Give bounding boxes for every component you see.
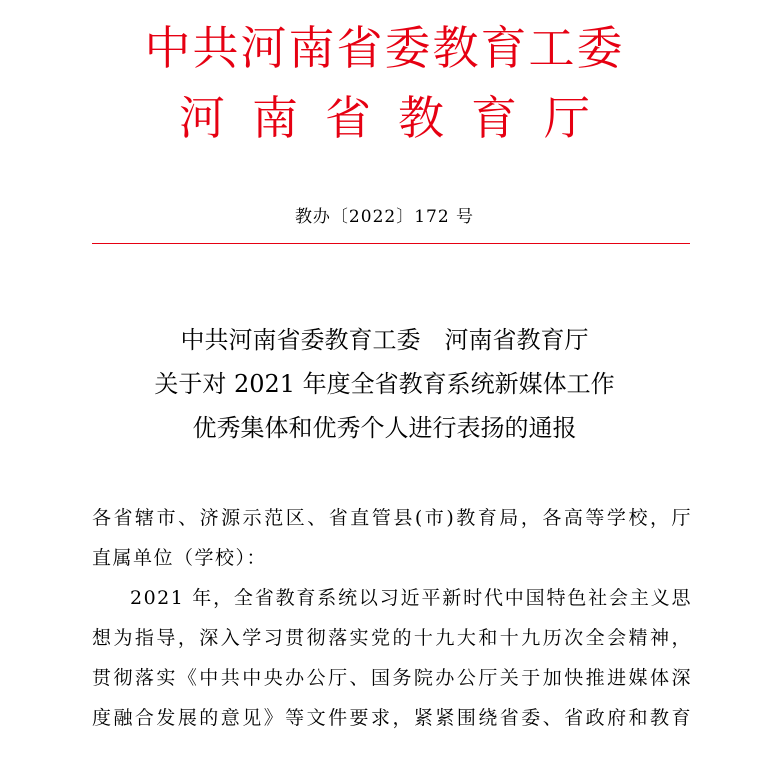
addressee-line-1: 各省辖市、济源示范区、省直管县(市)教育局，各高等学校，厅 xyxy=(92,507,692,529)
paragraph-1-line-2: 想为指导，深入学习贯彻落实党的十九大和十九历次全会精神， xyxy=(92,627,692,649)
title-line-3: 优秀集体和优秀个人进行表扬的通报 xyxy=(192,414,577,442)
addressee-line-2: 直属单位（学校）： xyxy=(92,547,268,569)
document-body xyxy=(92,498,692,738)
paragraph-1-line-4: 度融合发展的意见》等文件要求，紧紧围绕省委、省政府和教育 xyxy=(92,707,692,729)
red-divider-line xyxy=(92,243,690,244)
title-line-2: 关于对 2021 年度全省教育系统新媒体工作 xyxy=(154,370,615,398)
masthead-title-line-1: 中共河南省委教育工委 xyxy=(144,21,625,75)
masthead-title-line-2: 河南省教育厅 xyxy=(179,91,617,145)
title-line-1: 中共河南省委教育工委 河南省教育厅 xyxy=(180,326,589,354)
body-paragraph-1 xyxy=(92,578,692,738)
paragraph-1-line-3: 贯彻落实《中共中央办公厅、国务院办公厅关于加快推进媒体深 xyxy=(92,667,692,689)
addressee-paragraph xyxy=(92,498,692,578)
document-title xyxy=(0,318,769,450)
document-number: 教办〔2022〕172 号 xyxy=(294,207,475,227)
paragraph-1-line-1: 2021 年，全省教育系统以习近平新时代中国特色社会主义思 xyxy=(130,587,692,609)
